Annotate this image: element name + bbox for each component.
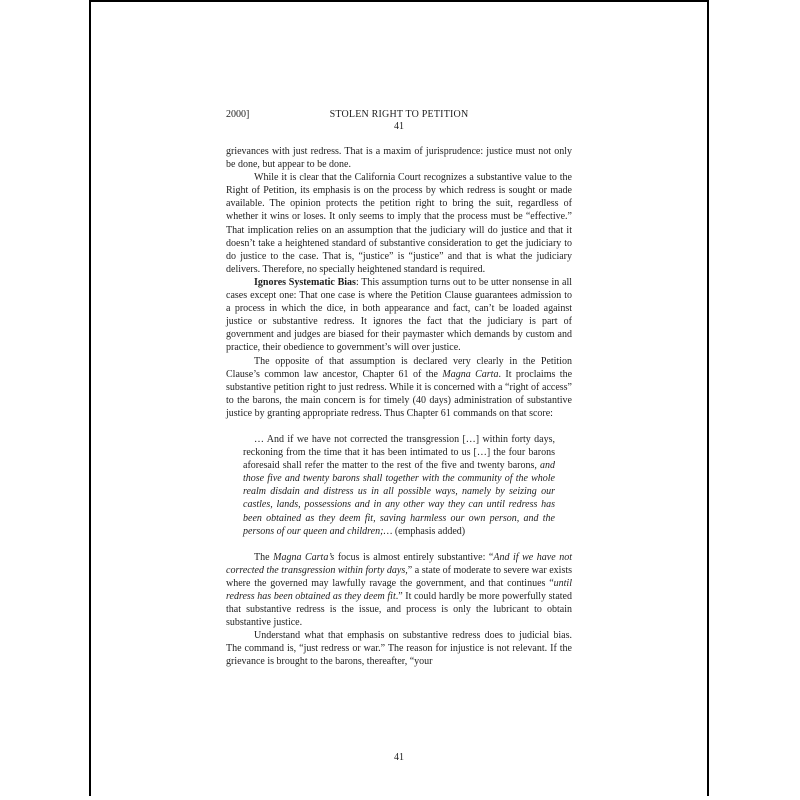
running-head [226,108,572,121]
running-head-page-number: 41 [394,121,404,132]
block-quote-chapter-61: … And if we have not corrected the transgression […] within forty days, reckoning from the time that it has been intimated to us […] the four barons aforesaid shall refer the matter to the rest of the five and twenty barons, and those five and twenty barons shall together with the community of the whole realm disdain and distress us in all possible ways, namely by seizing our castles, lands, possessions and in any other way they can until redress has been obtained as they deem fit, saving harmless our own person, and the persons of our queen and children;… (emphasis added) [243,433,555,537]
body-paragraph-judicial-bias: Understand what that emphasis on substantive redress does to judicial bias. The command is, “just redress or war.” The reason for injustice is not relevant. If the grievance is brought to the barons, thereafter, “your [226,630,572,668]
body-paragraph-ignores-systematic-bias: Ignores Systematic Bias: This assumption turns out to be utter nonsense in all cases except one: That one case is where the Petition Clause guarantees admission to a process in which the dice, in both appearance and fact, can’t be loaded against justice or substantive redress. It ignores the fact that the judiciary is part of government and judges are biased for their paymaster which demands by custom and practice, their obedience to government’s will over justice. [226,276,572,354]
footer-page-number: 41 [394,752,404,763]
running-head-year: 2000] [226,109,250,120]
body-paragraph-substantive-focus: The Magna Carta’s focus is almost entirely substantive: “And if we have not corrected the transgression within forty days,” a state of moderate to severe war exists where the governed may lawfully ravage the government, and that continues “until redress has been obtained as they deem fit.” It could hardly be more powerfully stated that substantive redress is the issue, and process is only the lubricant to obtain substantive justice. [226,551,573,629]
article-body [226,145,572,669]
body-paragraph-continuation: grievances with just redress. That is a maxim of jurisprudence: justice must not only be done, but appear to be done. [226,146,572,171]
article-content [226,108,572,669]
page-sheet [89,0,709,796]
body-paragraph-process-emphasis: While it is clear that the California Court recognizes a substantive value to the Right of Petition, its emphasis is on the process by which redress is sought or made available. The opinion protects the petition right to bring the suit, regardless of whether it wins or loses. It only seems to imply that the process must be “effective.” That implication relies on an assumption that the judiciary will do justice and that it doesn’t take a heightened standard of substantive consideration to get the judiciary to do justice to the case. That is, “justice” is “justice” and that is what the judiciary delivers. Therefore, no specially heightened standard is required. [226,172,572,275]
running-head-title: STOLEN RIGHT TO PETITION [329,109,469,120]
body-paragraph-magna-carta-ancestor: The opposite of that assumption is declared very clearly in the Petition Clause’s common law ancestor, Chapter 61 of the Magna Carta. It proclaims the substantive petition right to just redress. While it is concerned with a “right of access” to the barons, the main concern is for timely (40 days) administration of substantive justice by granting appropriate redress. Thus Chapter 61 commands on that score: [226,355,573,419]
